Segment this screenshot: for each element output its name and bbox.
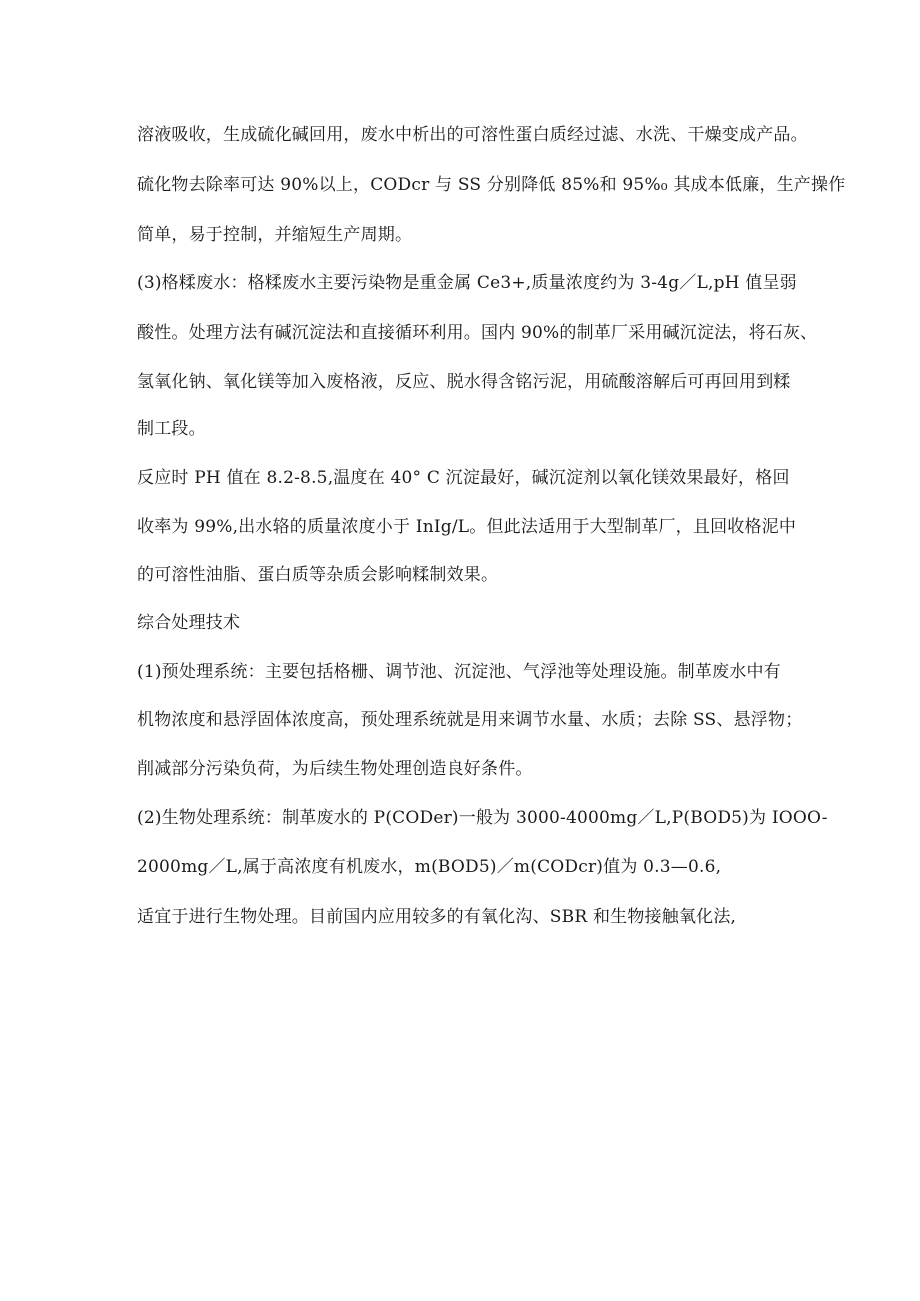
text-line: 硫化物去除率可达 90%以上，CODcr 与 SS 分别降低 85%和 95%₀ 其成本低廉，生产操作 — [137, 175, 846, 195]
text-line: 氢氧化钠、氧化镁等加入废格液，反应、脱水得含铭污泥，用硫酸溶解后可再回用到糅 — [137, 372, 791, 392]
text-line: 削减部分污染负荷，为后续生物处理创造良好条件。 — [137, 759, 533, 779]
text-line: 简单，易于控制，并缩短生产周期。 — [137, 225, 413, 245]
text-line: 制工段。 — [137, 419, 206, 439]
text-line: (2)生物处理系统：制革废水的 P(CODer)一般为 3000-4000mg／L,P(BOD5)为 IOOO- — [137, 808, 828, 828]
text-line: (3)格糅废水：格糅废水主要污染物是重金属 Ce3+,质量浓度约为 3-4g／L,pH 值呈弱 — [137, 273, 797, 293]
text-line: 酸性。处理方法有碱沉淀法和直接循环利用。国内 90%的制革厂采用碱沉淀法，将石灰、 — [137, 323, 818, 343]
text-line: 收率为 99%,出水辂的质量浓度小于 InIg/L。但此法适用于大型制革厂，且回收格泥中 — [137, 517, 797, 537]
text-line: 反应时 PH 值在 8.2-8.5,温度在 40° C 沉淀最好，碱沉淀剂以氧化镁效果最好，格回 — [137, 468, 790, 488]
text-line: 溶液吸收，生成硫化碱回用，废水中析出的可溶性蛋白质经过滤、水洗、干燥变成产品。 — [137, 125, 808, 145]
text-line: 2000mg／L,属于高浓度有机废水，m(BOD5)／m(CODcr)值为 0.3—0.6, — [137, 857, 722, 877]
text-line: 机物浓度和悬浮固体浓度高，预处理系统就是用来调节水量、水质；去除 SS、悬浮物； — [137, 710, 803, 730]
text-line: 适宜于进行生物处理。目前国内应用较多的有氧化沟、SBR 和生物接触氧化法, — [137, 907, 737, 927]
text-line: 的可溶性油脂、蛋白质等杂质会影响糅制效果。 — [137, 565, 499, 585]
section-heading: 综合处理技术 — [137, 613, 241, 633]
text-line: (1)预处理系统：主要包括格栅、调节池、沉淀池、气浮池等处理设施。制革废水中有 — [137, 662, 781, 682]
